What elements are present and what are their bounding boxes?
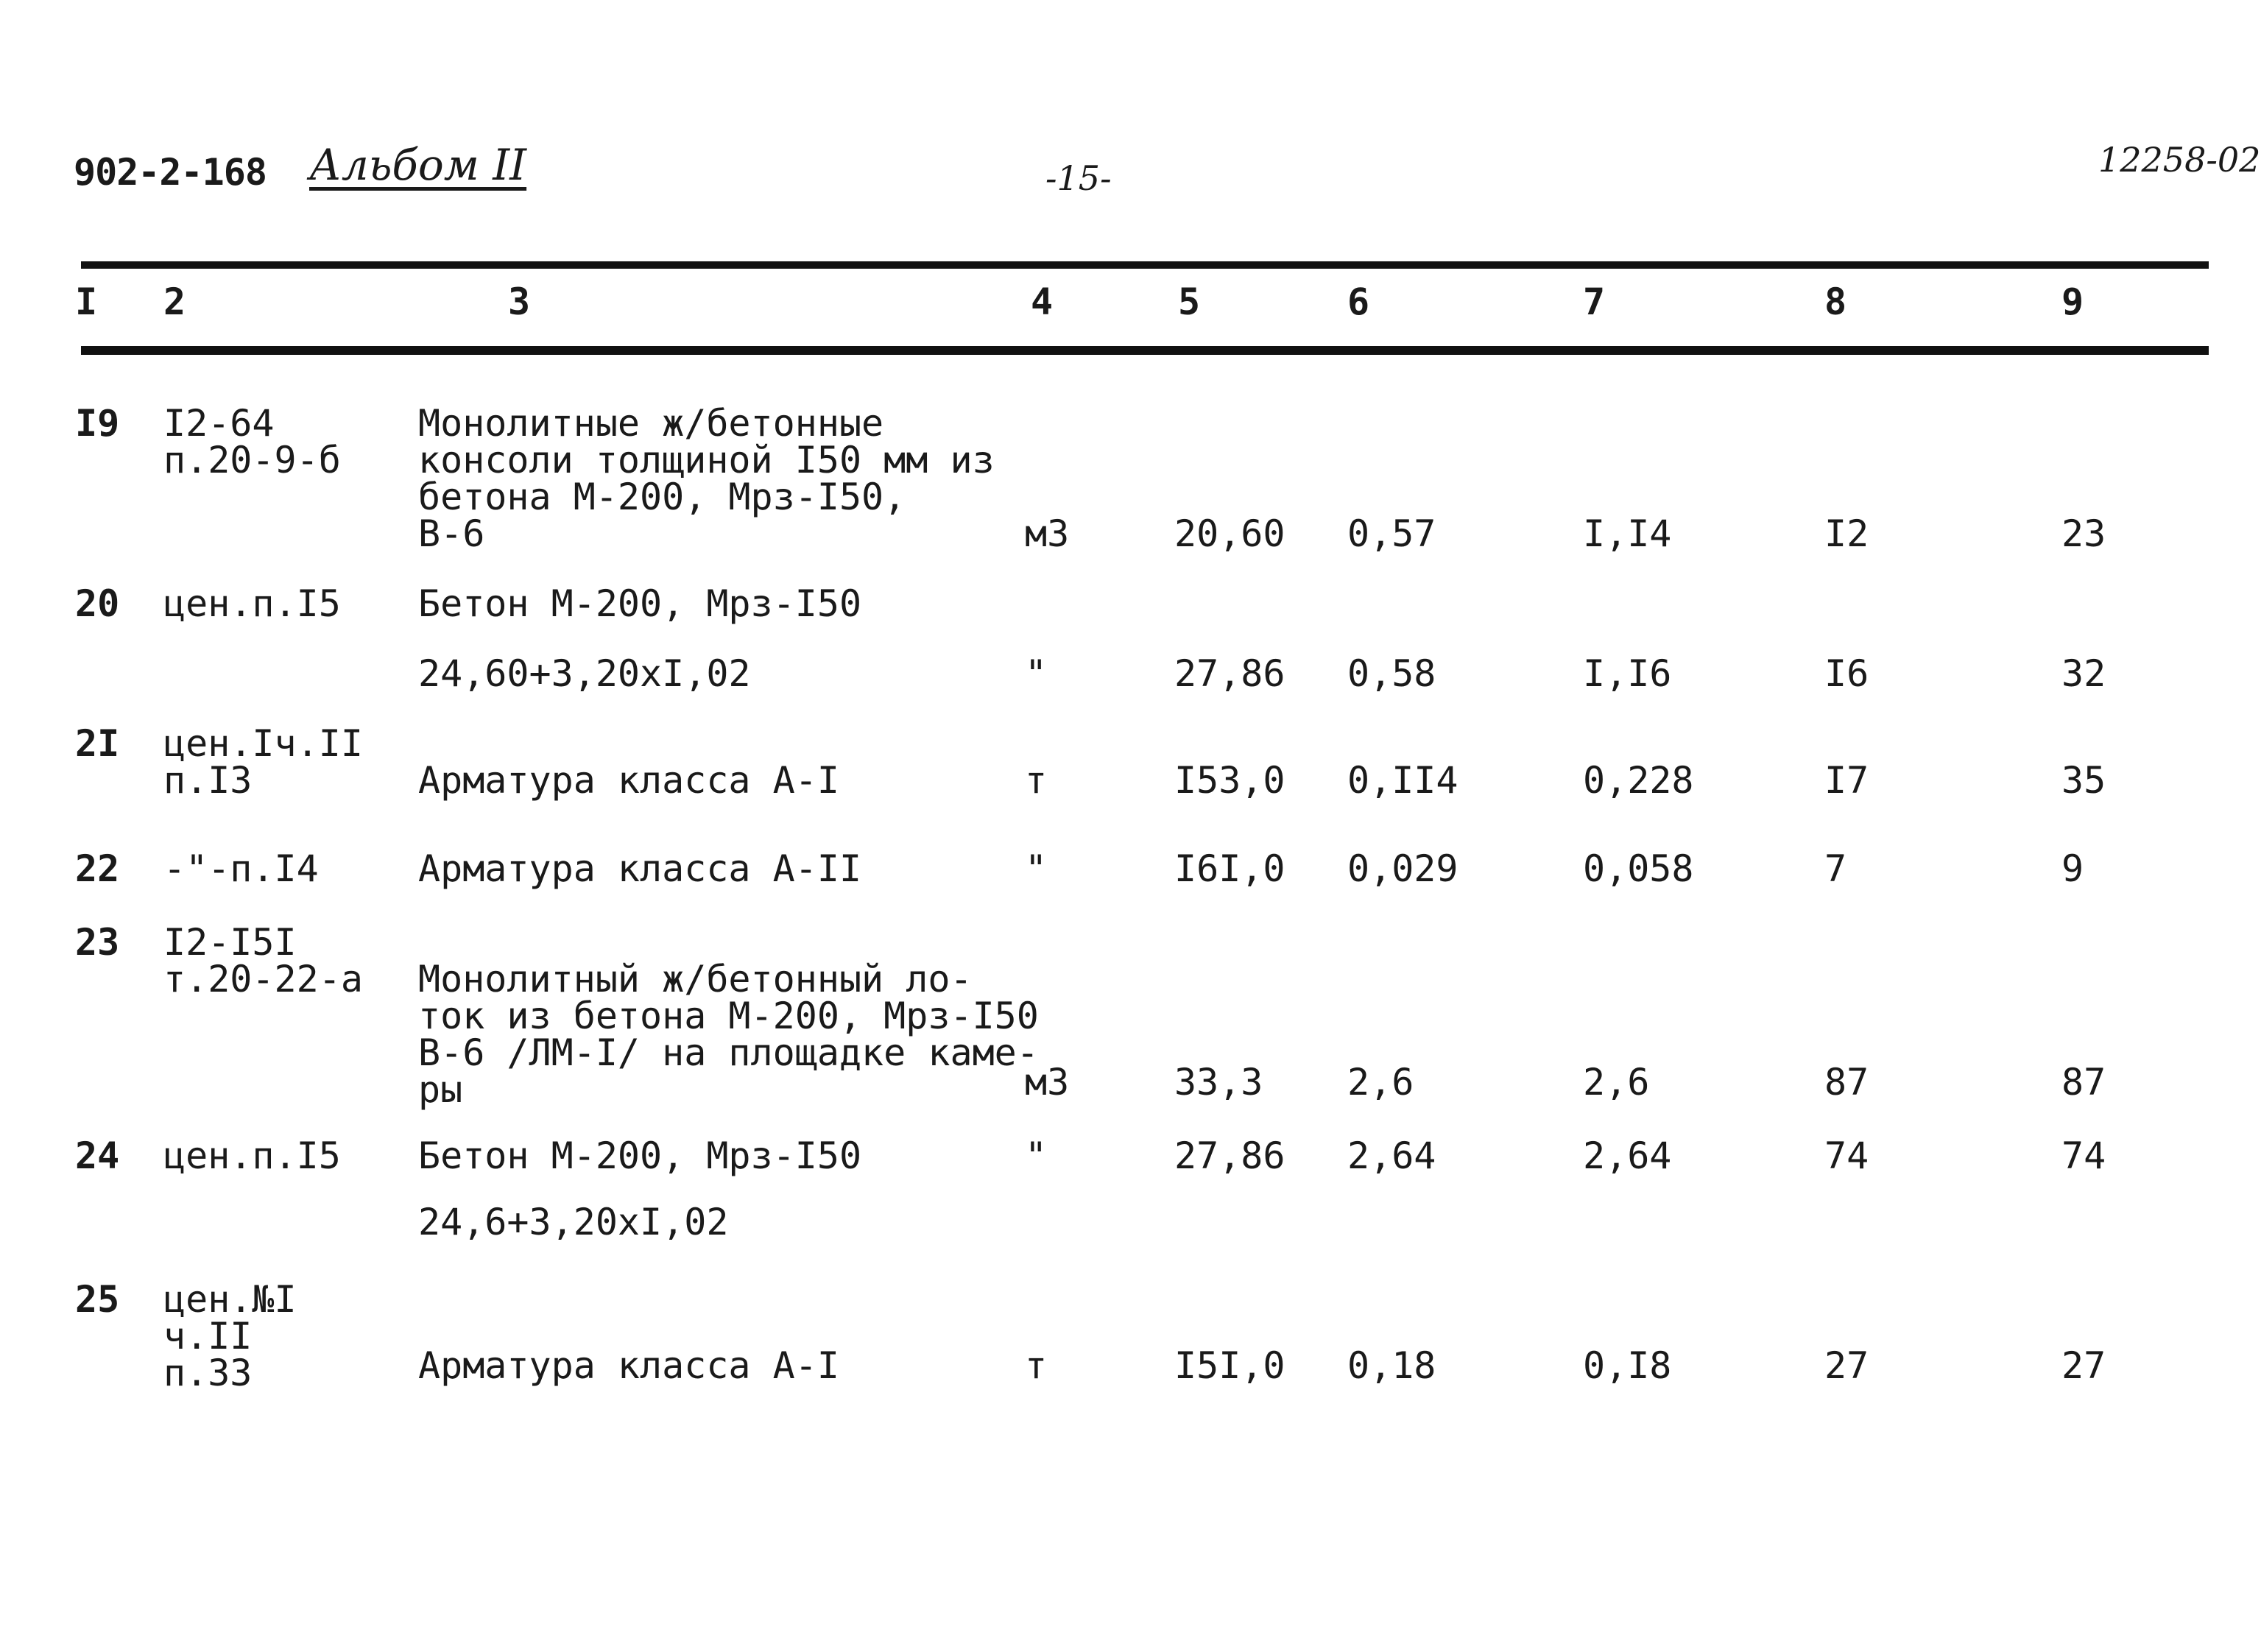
col5-value: 27,86 bbox=[1174, 652, 1285, 695]
col6-value: 0,58 bbox=[1347, 652, 1436, 695]
col7-value: 0,228 bbox=[1583, 759, 1694, 802]
table-top-rule bbox=[81, 261, 2209, 269]
reference-code: цен.п.I5 bbox=[163, 1134, 341, 1177]
col8-value: 87 bbox=[1824, 1061, 1869, 1104]
col6-value: 0,57 bbox=[1347, 512, 1436, 555]
description-line: Монолитный ж/бетонный ло- bbox=[418, 958, 973, 1000]
reference-code bbox=[163, 722, 363, 802]
col9-value: 35 bbox=[2061, 759, 2106, 802]
reference-line: п.I3 bbox=[163, 759, 253, 802]
album-label: Альбом II bbox=[309, 140, 527, 190]
reference-line: п.33 bbox=[163, 1352, 253, 1394]
description-line: ток из бетона М-200, Мрз-I50 bbox=[418, 995, 1039, 1037]
row-number: 2I bbox=[75, 722, 120, 765]
reference-line: т.20-22-а bbox=[163, 958, 363, 1000]
reference-line: I2-I5I bbox=[163, 921, 297, 964]
work-description: Бетон М-200, Мрз-I50 bbox=[418, 1134, 862, 1177]
description-line: ры bbox=[418, 1068, 463, 1111]
col8-value: I6 bbox=[1824, 652, 1869, 695]
col5-value: 27,86 bbox=[1174, 1134, 1285, 1177]
unit: т bbox=[1025, 759, 1048, 802]
work-description: Арматура класса А-I bbox=[418, 759, 839, 802]
col-header-1: I bbox=[75, 280, 98, 323]
col8-value: 7 bbox=[1824, 847, 1847, 890]
work-description bbox=[418, 958, 1039, 1111]
col6-value: 0,18 bbox=[1347, 1344, 1436, 1387]
row-number: 22 bbox=[75, 847, 120, 890]
col6-value: 2,6 bbox=[1347, 1061, 1414, 1104]
col9-value: 9 bbox=[2061, 847, 2084, 890]
col8-value: I2 bbox=[1824, 512, 1869, 555]
col5-value: I5I,0 bbox=[1174, 1344, 1285, 1387]
work-description bbox=[418, 402, 995, 555]
col7-value: 2,6 bbox=[1583, 1061, 1650, 1104]
reference-line: цен.№I bbox=[163, 1278, 297, 1321]
col8-value: 74 bbox=[1824, 1134, 1869, 1177]
reference-code: цен.п.I5 bbox=[163, 582, 341, 625]
col7-value: I,I4 bbox=[1583, 512, 1672, 555]
col6-value: 2,64 bbox=[1347, 1134, 1436, 1177]
col-header-9: 9 bbox=[2061, 280, 2084, 323]
unit: т bbox=[1025, 1344, 1048, 1387]
description-line: В-6 /ЛМ-I/ на площадке каме- bbox=[418, 1031, 1039, 1074]
reference-line: п.20-9-б bbox=[163, 439, 341, 481]
col7-value: I,I6 bbox=[1583, 652, 1672, 695]
col-header-6: 6 bbox=[1347, 280, 1370, 323]
reference-code: -"-п.I4 bbox=[163, 847, 319, 890]
page-number: -15- bbox=[1045, 158, 1112, 198]
col5-value: 33,3 bbox=[1174, 1061, 1263, 1104]
reference-code bbox=[163, 921, 363, 1000]
work-description: Арматура класса А-I bbox=[418, 1344, 839, 1387]
document-code: 902-2-168 bbox=[74, 151, 267, 194]
col8-value: 27 bbox=[1824, 1344, 1869, 1387]
row-number: 20 bbox=[75, 582, 120, 625]
unit: " bbox=[1025, 652, 1048, 695]
reference-line: I2-64 bbox=[163, 402, 275, 445]
col-header-2: 2 bbox=[163, 280, 186, 323]
row-number: I9 bbox=[75, 402, 120, 445]
col-header-7: 7 bbox=[1583, 280, 1606, 323]
reference-code bbox=[163, 1278, 297, 1394]
table-header-rule bbox=[81, 346, 2209, 355]
reference-line: ч.II bbox=[163, 1315, 253, 1358]
reference-line: цен.Iч.II bbox=[163, 722, 363, 765]
col5-value: 20,60 bbox=[1174, 512, 1285, 555]
col6-value: 0,029 bbox=[1347, 847, 1458, 890]
col-header-5: 5 bbox=[1178, 280, 1201, 323]
unit: м3 bbox=[1025, 512, 1070, 555]
col8-value: I7 bbox=[1824, 759, 1869, 802]
description-line: Монолитные ж/бетонные bbox=[418, 402, 884, 445]
row-number: 24 bbox=[75, 1134, 120, 1177]
row-number: 23 bbox=[75, 921, 120, 964]
col9-value: 27 bbox=[2061, 1344, 2106, 1387]
work-description: Бетон М-200, Мрз-I50 bbox=[418, 582, 862, 625]
col5-value: I53,0 bbox=[1174, 759, 1285, 802]
col-header-8: 8 bbox=[1824, 280, 1847, 323]
work-description: Арматура класса А-II bbox=[418, 847, 862, 890]
description-line: бетона М-200, Мрз-I50, bbox=[418, 476, 906, 518]
col9-value: 87 bbox=[2061, 1061, 2106, 1104]
col7-value: 2,64 bbox=[1583, 1134, 1672, 1177]
unit: " bbox=[1025, 1134, 1048, 1177]
col6-value: 0,II4 bbox=[1347, 759, 1458, 802]
row-number: 25 bbox=[75, 1278, 120, 1321]
col9-value: 23 bbox=[2061, 512, 2106, 555]
archive-number: 12258-02 bbox=[2098, 140, 2261, 180]
quantity-formula: 24,60+3,20хI,02 bbox=[418, 652, 751, 695]
reference-code bbox=[163, 402, 341, 481]
unit: м3 bbox=[1025, 1061, 1070, 1104]
col-header-3: 3 bbox=[508, 280, 531, 323]
col-header-4: 4 bbox=[1031, 280, 1054, 323]
col7-value: 0,058 bbox=[1583, 847, 1694, 890]
description-line: В-6 bbox=[418, 512, 485, 555]
unit: " bbox=[1025, 847, 1048, 890]
col9-value: 32 bbox=[2061, 652, 2106, 695]
quantity-formula: 24,6+3,20хI,02 bbox=[418, 1201, 729, 1243]
col9-value: 74 bbox=[2061, 1134, 2106, 1177]
col7-value: 0,I8 bbox=[1583, 1344, 1672, 1387]
description-line: консоли толщиной I50 мм из bbox=[418, 439, 995, 481]
col5-value: I6I,0 bbox=[1174, 847, 1285, 890]
